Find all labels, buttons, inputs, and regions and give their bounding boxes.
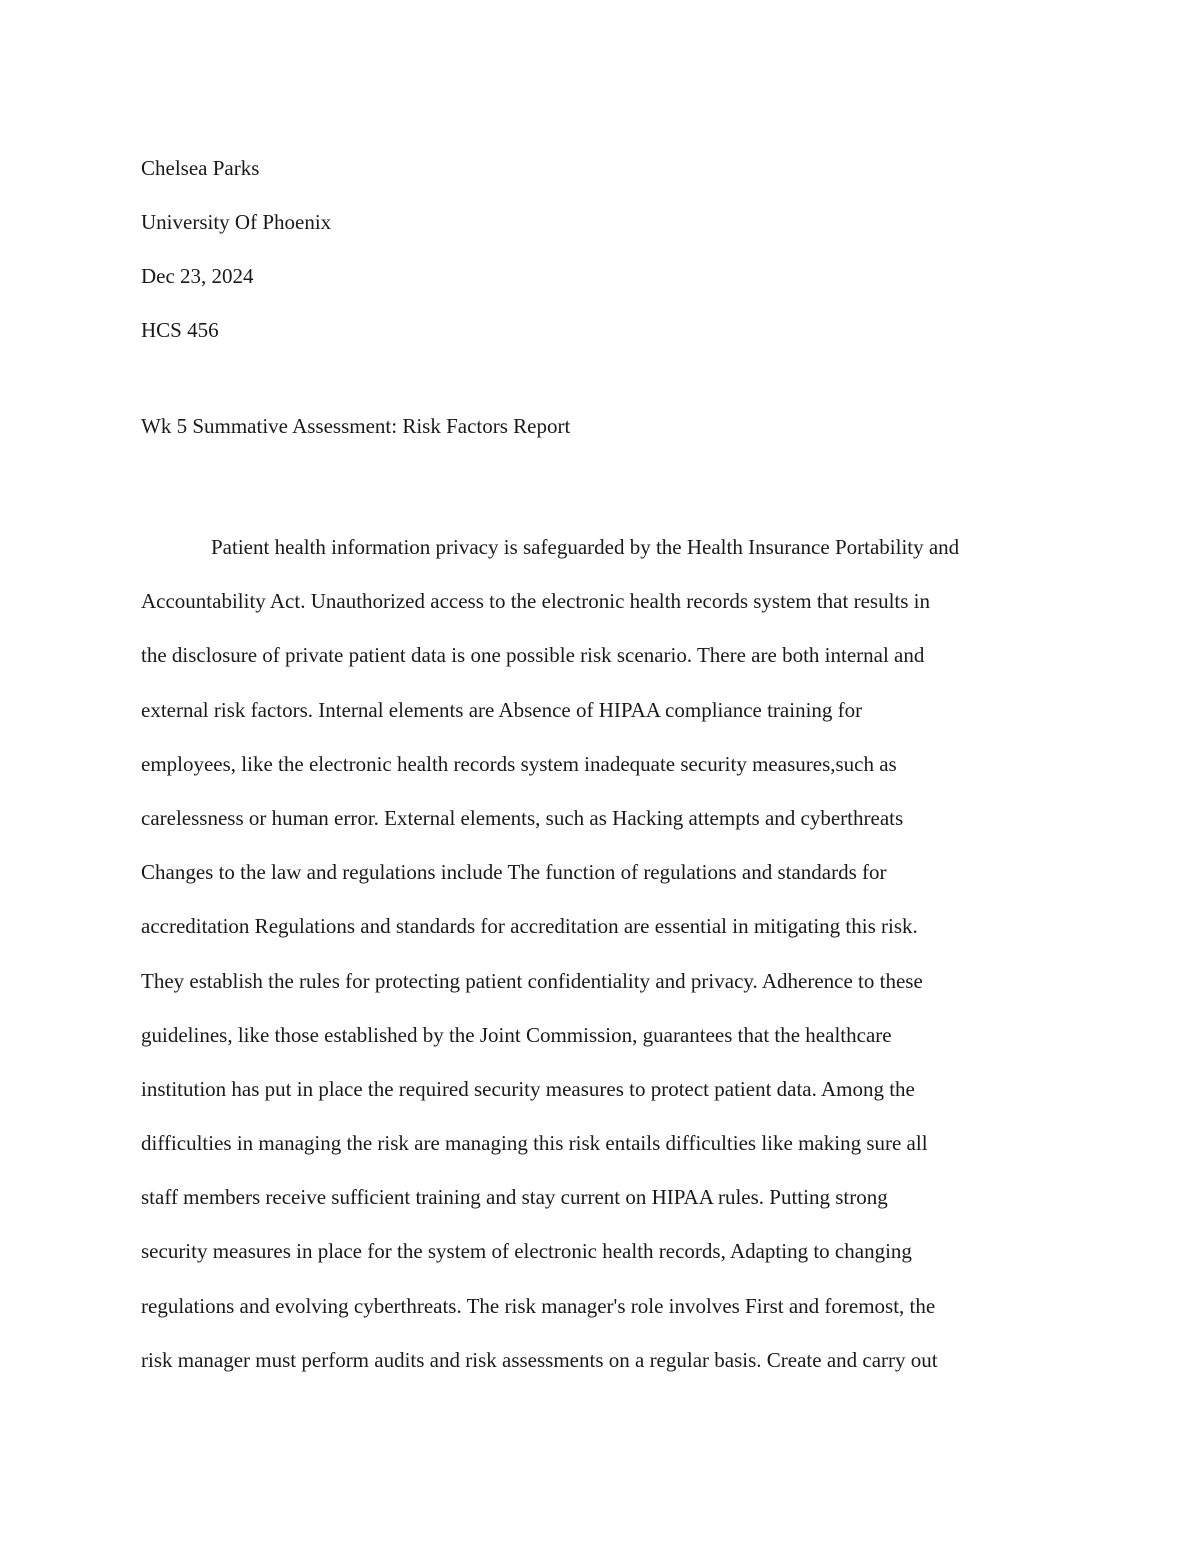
paragraph-line: Patient health information privacy is safeguarded by the Health Insurance Portability and xyxy=(211,535,960,559)
course-code: HCS 456 xyxy=(141,318,219,342)
author-name: Chelsea Parks xyxy=(141,156,260,180)
paragraph-line: accreditation Regulations and standards for accreditation are essential in mitigating this risk. xyxy=(141,914,918,939)
paragraph-line: They establish the rules for protecting patient confidentiality and privacy. Adherence to these xyxy=(141,968,923,993)
paragraph-line: security measures in place for the system of electronic health records, Adapting to changing xyxy=(141,1239,912,1264)
paragraph-line: Accountability Act. Unauthorized access to the electronic health records system that results in xyxy=(141,589,930,614)
paragraph-line: regulations and evolving cyberthreats. The risk manager's role involves First and foremost, the xyxy=(141,1293,936,1318)
document-date: Dec 23, 2024 xyxy=(141,264,254,288)
paragraph-line: employees, like the electronic health records system inadequate security measures,such as xyxy=(141,751,897,776)
paragraph-line: guidelines, like those established by the Joint Commission, guarantees that the healthcare xyxy=(141,1022,892,1047)
paragraph-line: risk manager must perform audits and risk assessments on a regular basis. Create and carry out xyxy=(141,1347,938,1372)
paragraph-line: the disclosure of private patient data is one possible risk scenario. There are both internal and xyxy=(141,643,925,668)
paragraph-line: external risk factors. Internal elements are Absence of HIPAA compliance training for xyxy=(141,697,863,722)
paragraph-line: Changes to the law and regulations include The function of regulations and standards for xyxy=(141,860,887,885)
body-paragraph xyxy=(141,520,1061,1387)
document-title: Wk 5 Summative Assessment: Risk Factors Report xyxy=(141,414,571,438)
paragraph-line: difficulties in managing the risk are managing this risk entails difficulties like making sure all xyxy=(141,1131,928,1156)
paragraph-line: carelessness or human error. External elements, such as Hacking attempts and cyberthreats xyxy=(141,805,904,830)
institution-name: University Of Phoenix xyxy=(141,210,332,234)
paragraph-line: institution has put in place the required security measures to protect patient data. Among the xyxy=(141,1076,915,1101)
paragraph-line: staff members receive sufficient training and stay current on HIPAA rules. Putting strong xyxy=(141,1185,888,1210)
header-block xyxy=(141,141,1061,357)
